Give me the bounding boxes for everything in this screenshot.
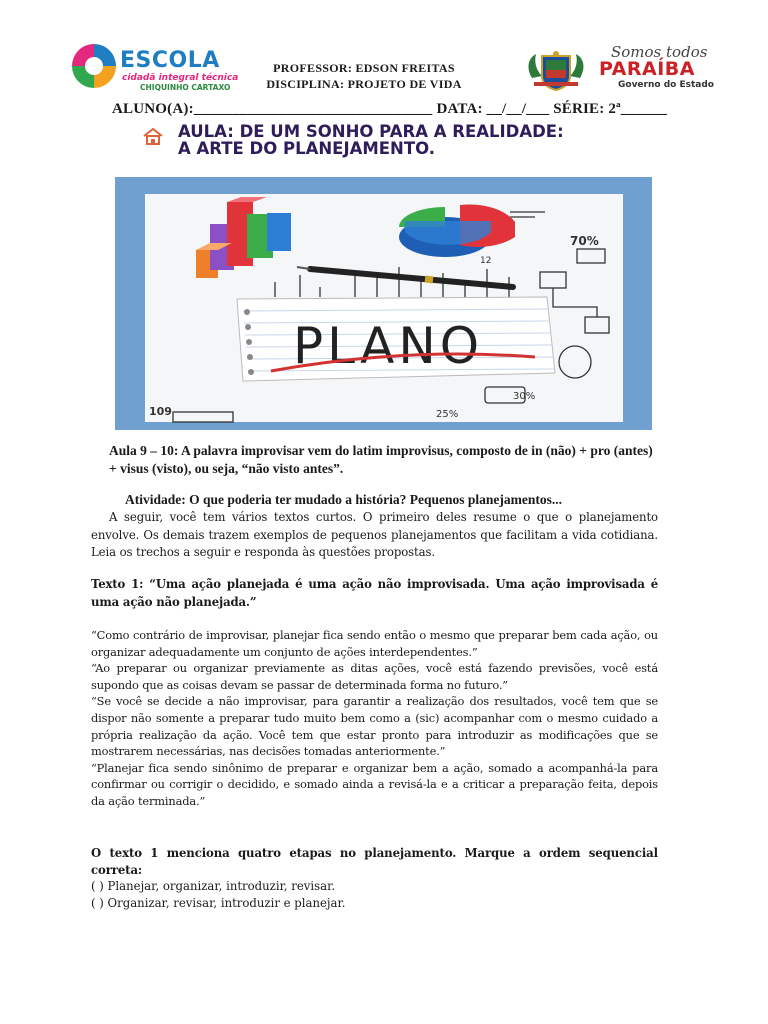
house-icon bbox=[142, 127, 164, 145]
lesson-title-line-1: AULA: DE UM SONHO PARA A REALIDADE: bbox=[178, 122, 564, 141]
school-logo-name: ESCOLA bbox=[120, 48, 220, 73]
government-logo bbox=[597, 43, 714, 92]
text1-heading: Texto 1: “Uma ação planejada é uma ação não improvisada. Uma ação improvisada é uma ação não planejada.” bbox=[91, 577, 658, 609]
illustration-label-12: 12 bbox=[480, 256, 492, 266]
illustration-label-30: 30% bbox=[513, 391, 536, 402]
plan-illustration bbox=[115, 177, 652, 430]
government-logo-subtitle: Governo do Estado bbox=[618, 80, 714, 90]
activity-intro: A seguir, você tem vários textos curtos. O primeiro deles resume o que o planejamento envolve. Os demais trazem exemplos de pequenos planejamentos que facilitam a vida cotidiana. Leia os trechos a seguir e responda às questões propostas. bbox=[91, 510, 658, 559]
activity-title: Atividade: O que poderia ter mudado a história? Pequenos planejamentos... bbox=[125, 492, 563, 507]
illustration-word: PLANO bbox=[293, 317, 484, 375]
lesson-title-line-2: A ARTE DO PLANEJAMENTO. bbox=[178, 139, 436, 158]
school-logo bbox=[70, 42, 239, 94]
illustration-page-number: 109 bbox=[149, 405, 172, 418]
government-logo-tagline: Somos todos bbox=[611, 43, 708, 61]
school-logo-school: CHIQUINHO CARTAXO bbox=[140, 83, 231, 92]
student-info-line: ALUNO(A):_______________________________ DATA: __/__/___ SÉRIE: 2ª______ bbox=[112, 101, 668, 117]
discipline-line: DISCIPLINA: PROJETO DE VIDA bbox=[266, 77, 462, 91]
government-logo-state: PARAÍBA bbox=[599, 58, 695, 80]
quote-paragraph: “Planejar fica sendo sinônimo de preparar e organizar bem a ação, somado a acompanhá-la para confirmar ou corrigir o decidido, e somado ainda a revisá-la e a criticar a preparação feita, depois da ação terminada.” bbox=[91, 760, 658, 808]
answer-option-1[interactable]: ( ) Planejar, organizar, introduzir, revisar. bbox=[91, 879, 336, 893]
quotes-block bbox=[91, 627, 658, 810]
quote-paragraph: “Se você se decide a não improvisar, para garantir a realização dos resultados, você tem que se dispor não somente a preparar tudo muito bem como a (sic) acompanhar com o mesmo cuidado a própria realização da ação. Você tem que estar pronto para introduzir as modificações que se mostrarem necessárias, nas decisões tomadas anteriormente.” bbox=[91, 694, 658, 759]
quote-paragraph: “Ao preparar ou organizar previamente as ditas ações, você está fazendo previsões, você está supondo que as coisas devam se passar de determinada forma no futuro.” bbox=[91, 661, 658, 692]
school-logo-subtitle: cidadã integral técnica bbox=[122, 73, 239, 83]
illustration-label-70: 70% bbox=[570, 234, 599, 248]
professor-line: PROFESSOR: EDSON FREITAS bbox=[273, 61, 455, 75]
paper-note-illustration bbox=[237, 297, 555, 381]
state-crest-icon bbox=[524, 48, 588, 92]
quote-paragraph: “Como contrário de improvisar, planejar fica sendo então o mesmo que preparar bem cada ação, ou organizar adequadamente um conjunto de ações interdependentes.” bbox=[91, 628, 658, 659]
school-logo-icon bbox=[70, 42, 118, 90]
answer-option-2[interactable]: ( ) Organizar, revisar, introduzir e planejar. bbox=[91, 896, 346, 910]
illustration-label-25: 25% bbox=[436, 409, 459, 420]
lesson-definition: Aula 9 – 10: A palavra improvisar vem do latim improvisus, composto de in (não) + pro (antes) + visus (visto), ou seja, “não visto antes”. bbox=[109, 443, 653, 476]
question-text: O texto 1 menciona quatro etapas no planejamento. Marque a ordem sequencial correta: bbox=[91, 846, 658, 877]
